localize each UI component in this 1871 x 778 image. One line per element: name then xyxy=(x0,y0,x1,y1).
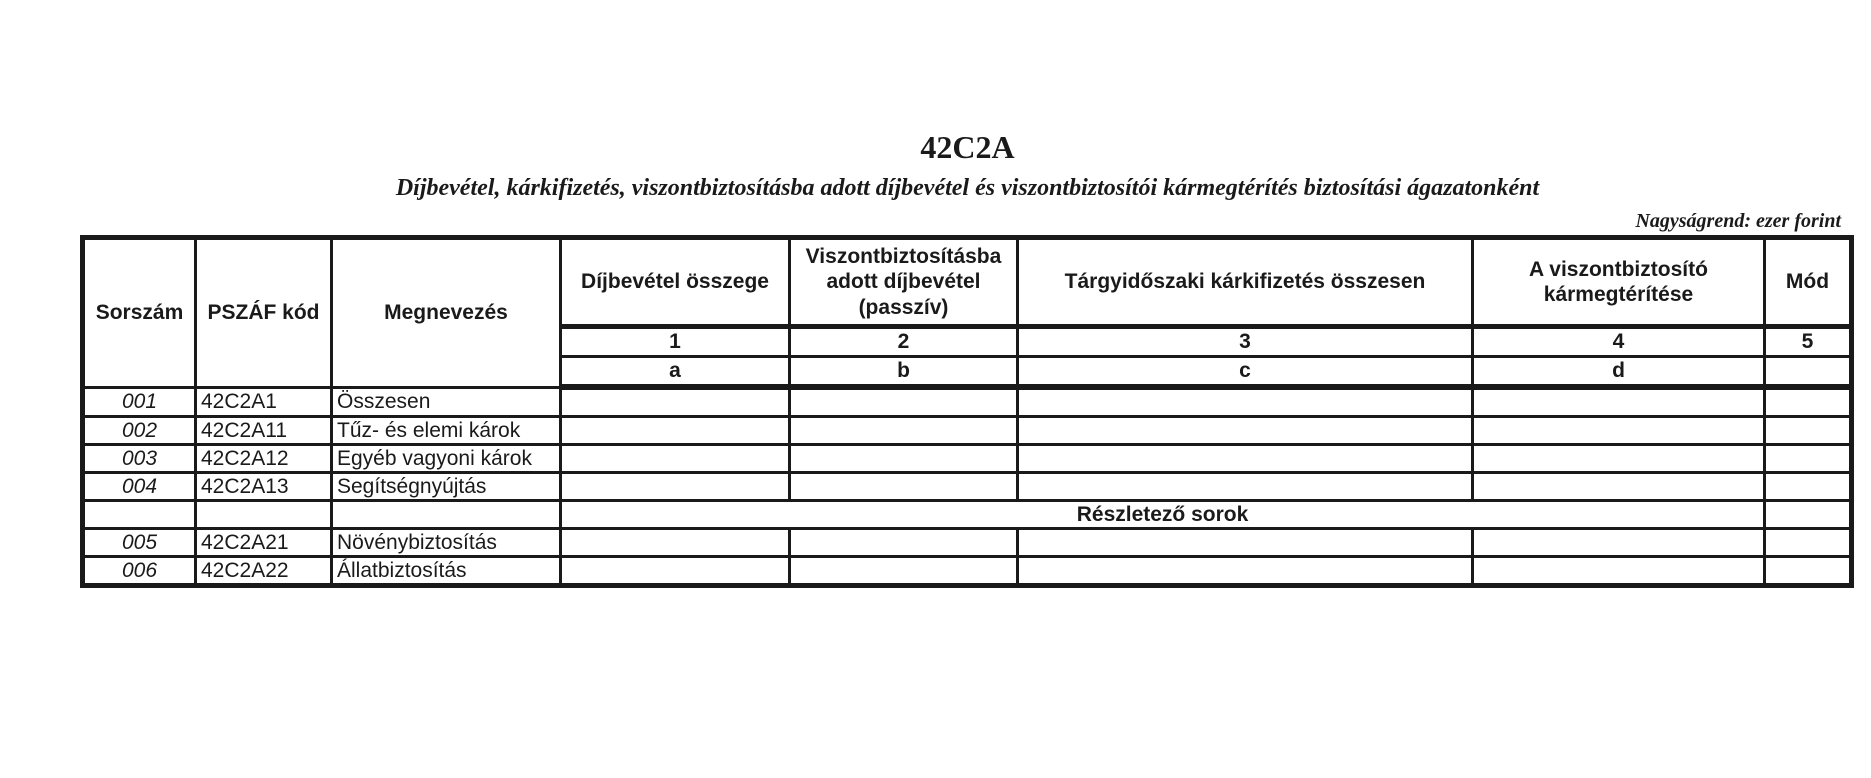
table-row xyxy=(83,417,1852,445)
cell-ceded-premium[interactable] xyxy=(790,557,1018,586)
cell-premium[interactable] xyxy=(561,529,790,557)
row-name: Segítségnyújtás xyxy=(332,473,561,501)
cell-premium[interactable] xyxy=(561,557,790,586)
cell-reinsurer-recovery[interactable] xyxy=(1473,473,1765,501)
col-letter: a xyxy=(561,357,790,388)
detail-section-row xyxy=(83,501,1852,529)
cell-reinsurer-recovery[interactable] xyxy=(1473,557,1765,586)
row-seq: 002 xyxy=(83,417,196,445)
cell-claims-paid[interactable] xyxy=(1018,445,1473,473)
report-table xyxy=(80,235,1854,588)
col-number: 4 xyxy=(1473,327,1765,357)
cell-mode[interactable] xyxy=(1765,445,1852,473)
row-code xyxy=(196,501,332,529)
col-letter: c xyxy=(1018,357,1473,388)
row-code: 42C2A11 xyxy=(196,417,332,445)
cell-mode[interactable] xyxy=(1765,417,1852,445)
row-seq: 003 xyxy=(83,445,196,473)
row-code: 42C2A13 xyxy=(196,473,332,501)
cell-premium[interactable] xyxy=(561,417,790,445)
cell-mode[interactable] xyxy=(1765,557,1852,586)
cell-mode[interactable] xyxy=(1765,387,1852,417)
header-row xyxy=(83,238,1852,327)
cell-reinsurer-recovery[interactable] xyxy=(1473,445,1765,473)
col-number: 3 xyxy=(1018,327,1473,357)
row-name xyxy=(332,501,561,529)
row-seq: 004 xyxy=(83,473,196,501)
cell-mode[interactable] xyxy=(1765,473,1852,501)
detail-rows-label: Részletező sorok xyxy=(561,501,1765,529)
col-header-ceded-premium: Viszontbiztosításba adott díjbevétel (passzív) xyxy=(790,238,1018,327)
cell-mode[interactable] xyxy=(1765,529,1852,557)
cell-claims-paid[interactable] xyxy=(1018,387,1473,417)
col-header-seq: Sorszám xyxy=(83,238,196,388)
row-seq: 001 xyxy=(83,387,196,417)
col-header-code: PSZÁF kód xyxy=(196,238,332,388)
row-seq xyxy=(83,501,196,529)
cell-claims-paid[interactable] xyxy=(1018,473,1473,501)
form-subtitle: Díjbevétel, kárkifizetés, viszontbiztosításba adott díjbevétel és viszontbiztosítói kármegtérítés biztosítási ágazatonként xyxy=(395,175,1540,201)
cell-claims-paid[interactable] xyxy=(1018,417,1473,445)
row-name: Növénybiztosítás xyxy=(332,529,561,557)
col-header-premium: Díjbevétel összege xyxy=(561,238,790,327)
col-header-name: Megnevezés xyxy=(332,238,561,388)
cell-ceded-premium[interactable] xyxy=(790,387,1018,417)
table-row xyxy=(83,529,1852,557)
row-name: Tűz- és elemi károk xyxy=(332,417,561,445)
row-code: 42C2A22 xyxy=(196,557,332,586)
cell-claims-paid[interactable] xyxy=(1018,529,1473,557)
row-name: Összesen xyxy=(332,387,561,417)
cell-premium[interactable] xyxy=(561,445,790,473)
cell-reinsurer-recovery[interactable] xyxy=(1473,529,1765,557)
col-number: 1 xyxy=(561,327,790,357)
unit-note: Nagyságrend: ezer forint xyxy=(1635,210,1841,232)
col-letter: b xyxy=(790,357,1018,388)
row-code: 42C2A1 xyxy=(196,387,332,417)
cell-mode[interactable] xyxy=(1765,501,1852,529)
col-number: 2 xyxy=(790,327,1018,357)
row-code: 42C2A21 xyxy=(196,529,332,557)
row-seq: 006 xyxy=(83,557,196,586)
col-header-mode: Mód xyxy=(1765,238,1852,327)
cell-ceded-premium[interactable] xyxy=(790,529,1018,557)
col-letter xyxy=(1765,357,1852,388)
cell-reinsurer-recovery[interactable] xyxy=(1473,387,1765,417)
cell-premium[interactable] xyxy=(561,473,790,501)
row-name: Egyéb vagyoni károk xyxy=(332,445,561,473)
table-row xyxy=(83,445,1852,473)
col-header-reinsurer-recovery: A viszontbiztosító kármegtérítése xyxy=(1473,238,1765,327)
cell-ceded-premium[interactable] xyxy=(790,445,1018,473)
cell-premium[interactable] xyxy=(561,387,790,417)
col-letter: d xyxy=(1473,357,1765,388)
cell-ceded-premium[interactable] xyxy=(790,473,1018,501)
cell-reinsurer-recovery[interactable] xyxy=(1473,417,1765,445)
table-row xyxy=(83,387,1852,417)
row-code: 42C2A12 xyxy=(196,445,332,473)
row-seq: 005 xyxy=(83,529,196,557)
col-number: 5 xyxy=(1765,327,1852,357)
col-header-claims-paid: Tárgyidőszaki kárkifizetés összesen xyxy=(1018,238,1473,327)
row-name: Állatbiztosítás xyxy=(332,557,561,586)
cell-ceded-premium[interactable] xyxy=(790,417,1018,445)
table-row xyxy=(83,557,1852,586)
cell-claims-paid[interactable] xyxy=(1018,557,1473,586)
table-row xyxy=(83,473,1852,501)
form-title: 42C2A xyxy=(920,129,1015,165)
